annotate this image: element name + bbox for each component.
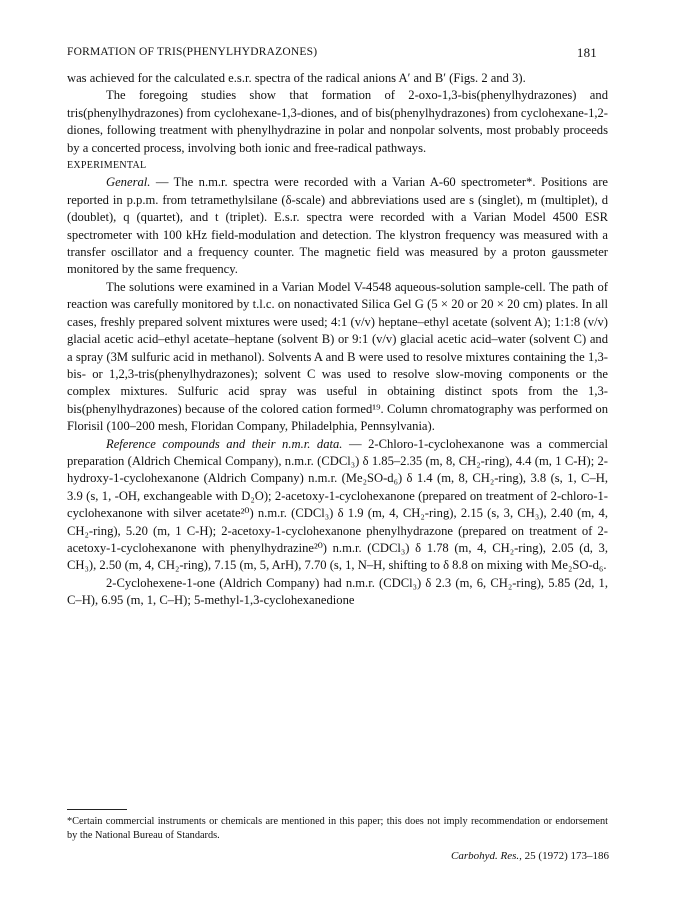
section-heading: EXPERIMENTAL: [67, 160, 147, 172]
reference-text: — 2-Chloro-1-cyclohexanone was a commercial preparation (Aldrich Chemical Company), n.m.r. (CDCl₃) δ 1.85–2.35 (m, 8, CH₂-ring), 4.4 (m, 1 C-H); 2-hydroxy-1-cyclohexanone (Aldrich Company) n.m.r. (Me₂SO-d₆) δ 1.4 (m, 8, CH₂-ring), 3.8 (s, 1, C–H, 3.9 (s, 1, -OH, exchangeable with D₂O); 2-acetoxy-1-cyclohexanone (prepared on treatment of 2-chloro-1-cyclohexanone with silver acetate²⁰) n.m.r. (CDCl₃) δ 1.9 (m, 4, CH₂-ring), 2.15 (s, 3, CH₃), 2.40 (m, 4, CH₂-ring), 5.20 (m, 1 C-H); 2-acetoxy-1-cyclohexanone phenylhydrazone (prepared on treatment of 2-acetoxy-1-cyclohexanone with phenylhydrazine²⁰) n.m.r. (CDCl₃) δ 1.78 (m, 4, CH₂-ring), 2.05 (d, 3, CH₃), 2.50 (m, 4, CH₂-ring), 7.15 (m, 5, ArH), 7.70 (s, 1, N–H, shifting to δ 8.8 on mixing with Me₂SO-d₆.: [67, 436, 608, 573]
journal-name: Carbohyd. Res.,: [451, 850, 522, 862]
paragraph-solutions: The solutions were examined in a Varian Model V-4548 aqueous-solution sample-cell. The path of reaction was carefully monitored by t.l.c. on nonactivated Silica Gel G (5 × 20 or 20 × 20 cm) plates. In all cases, freshly prepared solvent mixtures were used; 4:1 (v/v) heptane–ethyl acetate (solvent A); 1:1:8 (v/v) glacial acetic acid–ethyl acetate–heptane (solvent B) or 9:1 (v/v) glacial acetic acid–water (solvent C) and a spray (3M sulfuric acid in methanol). Solvents A and B were used to resolve mixtures containing the 1,3-bis- or 1,2,3-tris(phenylhydrazones); solvent C was used to resolve slow-moving components or the complex mixtures. Sulfuric acid spray was useful in obtaining distinct spots from the 1,3-bis(phenylhydrazones) because of the colored cation formed¹⁹. Column chromatography was performed on Florisil (100–200 mesh, Floridan Company, Philadelphia, Pennsylvania).: [67, 279, 608, 434]
paragraph-cyclohexenone: 2-Cyclohexene-1-one (Aldrich Company) had n.m.r. (CDCl₃) δ 2.3 (m, 6, CH₂-ring), 5.85 (2d, 1, C–H), 6.95 (m, 1, C–H); 5-methyl-1,3-cyclohexanedione: [67, 575, 608, 608]
page-number: 181: [576, 45, 597, 60]
general-text: — The n.m.r. spectra were recorded with a Varian A-60 spectrometer*. Positions are reported in p.p.m. from tetramethylsilane (δ-scale) and abbreviations used are s (singlet), m (multiplet), d (doublet), q (quartet), and t (triplet). E.s.r. spectra were recorded with a Varian Model 4500 ESR spectrometer with 100 kHz field-modulation and detection. The klystron frequency was measured with a transfer oscillator and a frequency counter. The magnetic field was measured by a proton gaussmeter monitored by the same frequency.: [67, 175, 608, 277]
paragraph-reference: [67, 436, 608, 575]
main-text: [67, 70, 608, 610]
running-title: FORMATION OF TRIS(PHENYLHYDRAZONES): [67, 46, 318, 58]
journal-volume: 25 (1972) 173–186: [524, 850, 609, 862]
paragraph-general: [67, 174, 608, 278]
footnote-divider: [67, 809, 127, 810]
paragraph-conclusion: The foregoing studies show that formation of 2-oxo-1,3-bis(phenylhydrazones) and tris(phenylhydrazones) from cyclohexane-1,3-diones, and of bis(phenylhydrazones) from cyclohexane-1,2-diones, following treatment with phenylhydrazine in polar and nonpolar solvents, most probably proceeds by a concerted process, involving both ionic and free-radical pathways.: [67, 88, 608, 155]
footnote: *Certain commercial instruments or chemicals are mentioned in this paper; this does not imply recommendation or endorsement by the National Bureau of Standards.: [67, 816, 608, 841]
general-label: General.: [106, 175, 151, 190]
reference-label: Reference compounds and their n.m.r. data.: [106, 436, 343, 451]
paragraph-continuation: was achieved for the calculated e.s.r. spectra of the radical anions A′ and B′ (Figs. 2 and 3).: [67, 71, 526, 85]
journal-citation: [451, 850, 609, 862]
